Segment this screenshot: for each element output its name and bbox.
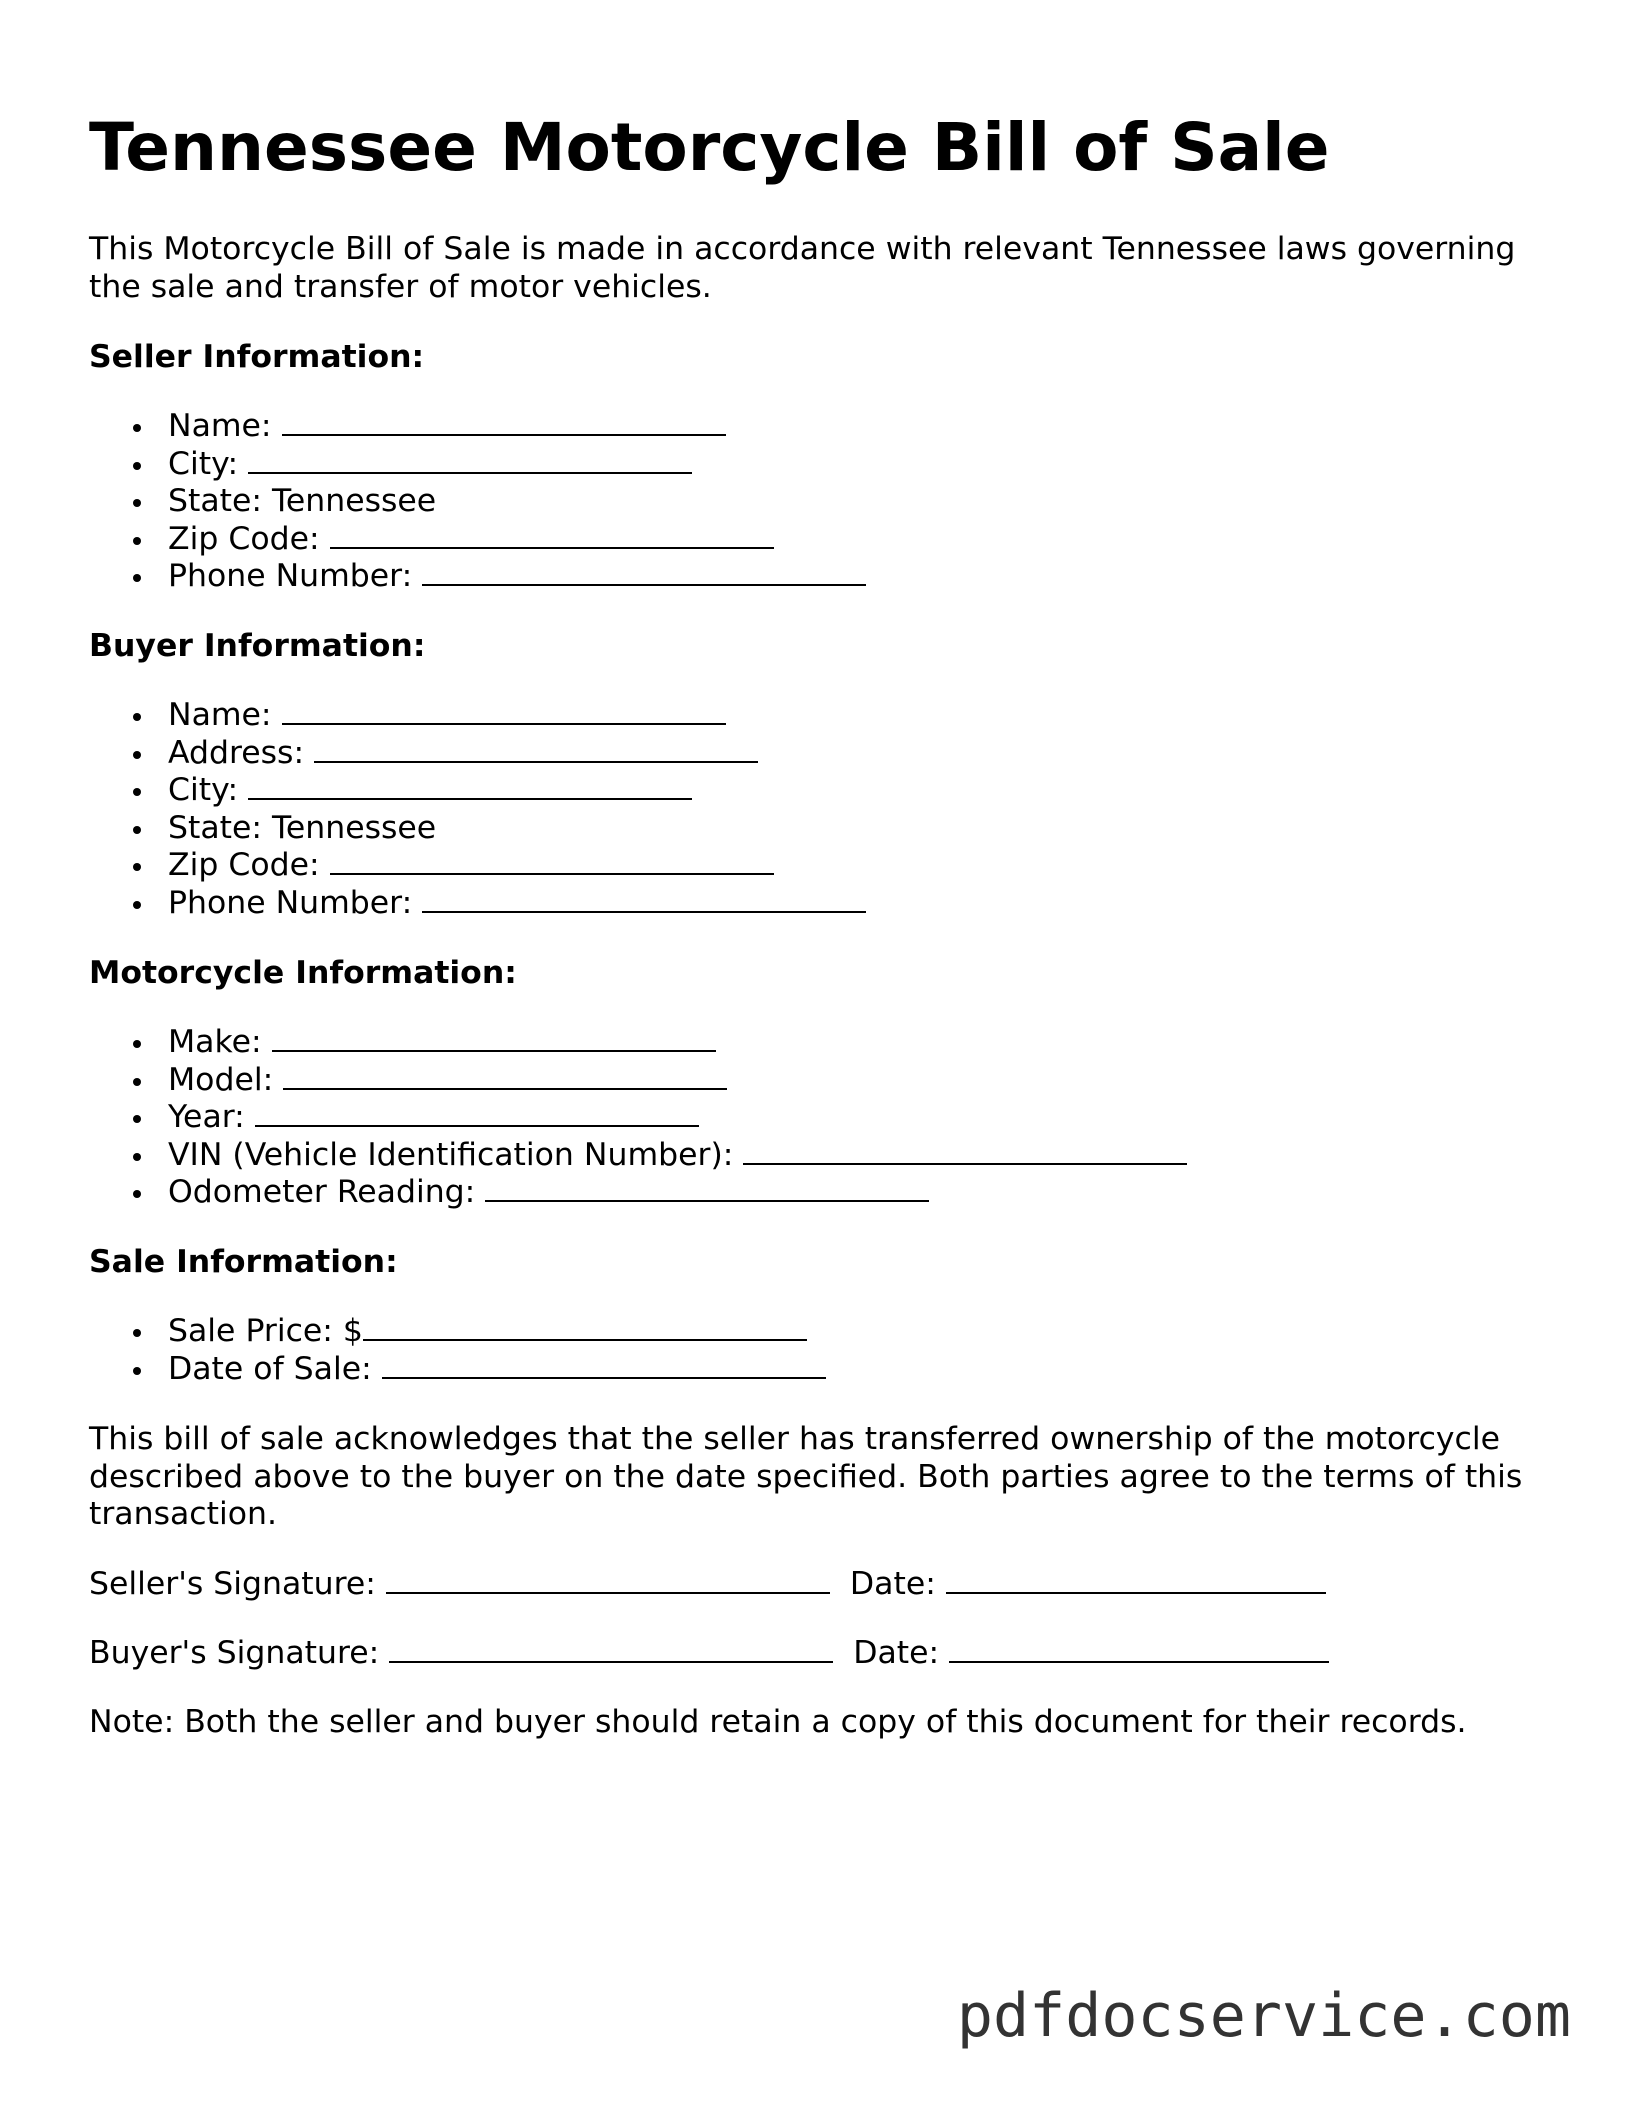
motorcycle-make-blank[interactable] [272, 1050, 716, 1052]
seller-signature-blank[interactable] [386, 1592, 830, 1594]
buyer-field-list [89, 697, 866, 922]
motorcycle-model-field [89, 1062, 1187, 1100]
buyer-zip-field [89, 847, 866, 885]
field-label: Sale Price: $ [168, 1313, 363, 1349]
buyer-state-field [89, 810, 866, 848]
intro-paragraph: This Motorcycle Bill of Sale is made in accordance with relevant Tennessee laws governing the sale and transfer of motor vehicles. [89, 231, 1516, 305]
sale-price-field [89, 1313, 826, 1351]
motorcycle-field-list [89, 1024, 1187, 1212]
field-label: State: Tennessee [168, 809, 437, 846]
buyer-date-label: Date: [853, 1635, 940, 1671]
buyer-phone-field [89, 885, 866, 923]
field-label: Odometer Reading: [168, 1174, 476, 1210]
motorcycle-year-blank[interactable] [255, 1125, 699, 1127]
field-label: State: Tennessee [168, 483, 437, 519]
sale-date-field [89, 1351, 826, 1389]
field-label: Phone Number: [168, 558, 413, 594]
buyer-zip-blank[interactable] [330, 873, 774, 875]
sale-date-blank[interactable] [382, 1377, 826, 1379]
retention-note: Note: Both the seller and buyer should retain a copy of this document for their records. [89, 1704, 1467, 1740]
page-title: Tennessee Motorcycle Bill of Sale [89, 109, 1330, 186]
field-label: Model: [168, 1061, 274, 1098]
field-label: Phone Number: [168, 884, 413, 921]
field-label: Name: [168, 408, 272, 444]
field-label: Zip Code: [168, 847, 320, 883]
sale-field-list [89, 1313, 826, 1388]
seller-field-list [89, 408, 866, 596]
field-label: Year: [168, 1099, 245, 1135]
motorcycle-odometer-blank[interactable] [485, 1200, 929, 1202]
seller-date-label: Date: [849, 1566, 936, 1602]
buyer-signature-row [89, 1635, 1329, 1673]
motorcycle-vin-field [89, 1137, 1187, 1175]
motorcycle-odometer-field [89, 1174, 1187, 1212]
motorcycle-vin-blank[interactable] [743, 1163, 1187, 1165]
seller-phone-blank[interactable] [422, 584, 866, 586]
buyer-name-blank[interactable] [282, 723, 726, 725]
seller-zip-field [89, 521, 866, 559]
buyer-date-blank[interactable] [949, 1661, 1329, 1663]
buyer-address-field [89, 735, 866, 773]
seller-date-blank[interactable] [946, 1592, 1326, 1594]
buyer-section-heading: Buyer Information: [89, 628, 426, 664]
seller-name-field [89, 408, 866, 446]
field-label: Date of Sale: [168, 1350, 372, 1387]
field-label: Address: [168, 734, 305, 771]
seller-city-field [89, 446, 866, 484]
watermark-text: pdfdocservice.com [956, 1981, 1571, 2051]
seller-city-blank[interactable] [248, 472, 692, 474]
field-label: VIN (Vehicle Identification Number): [168, 1136, 734, 1173]
field-label: Zip Code: [168, 520, 320, 557]
seller-name-blank[interactable] [282, 434, 726, 436]
buyer-signature-label: Buyer's Signature: [89, 1635, 380, 1671]
motorcycle-section-heading: Motorcycle Information: [89, 955, 517, 991]
sale-section-heading: Sale Information: [89, 1244, 398, 1280]
buyer-city-blank[interactable] [248, 798, 692, 800]
seller-signature-label: Seller's Signature: [89, 1566, 376, 1602]
buyer-phone-blank[interactable] [422, 911, 866, 913]
seller-zip-blank[interactable] [330, 547, 774, 549]
seller-signature-row [89, 1566, 1326, 1604]
seller-state-field [89, 483, 866, 521]
buyer-name-field [89, 697, 866, 735]
motorcycle-model-blank[interactable] [283, 1088, 727, 1090]
buyer-address-blank[interactable] [314, 761, 758, 763]
buyer-signature-blank[interactable] [389, 1661, 833, 1663]
field-label: City: [168, 772, 239, 808]
motorcycle-make-field [89, 1024, 1187, 1062]
sale-price-blank[interactable] [363, 1339, 807, 1341]
motorcycle-year-field [89, 1099, 1187, 1137]
field-label: Make: [168, 1024, 262, 1060]
buyer-city-field [89, 772, 866, 810]
acknowledgment-paragraph: This bill of sale acknowledges that the seller has transferred ownership of the motorcycle described above to the buyer on the date specified. Both parties agree to the terms of this transaction. [89, 1421, 1523, 1532]
field-label: Name: [168, 697, 272, 733]
field-label: City: [168, 445, 239, 482]
seller-section-heading: Seller Information: [89, 339, 425, 375]
seller-phone-field [89, 558, 866, 596]
